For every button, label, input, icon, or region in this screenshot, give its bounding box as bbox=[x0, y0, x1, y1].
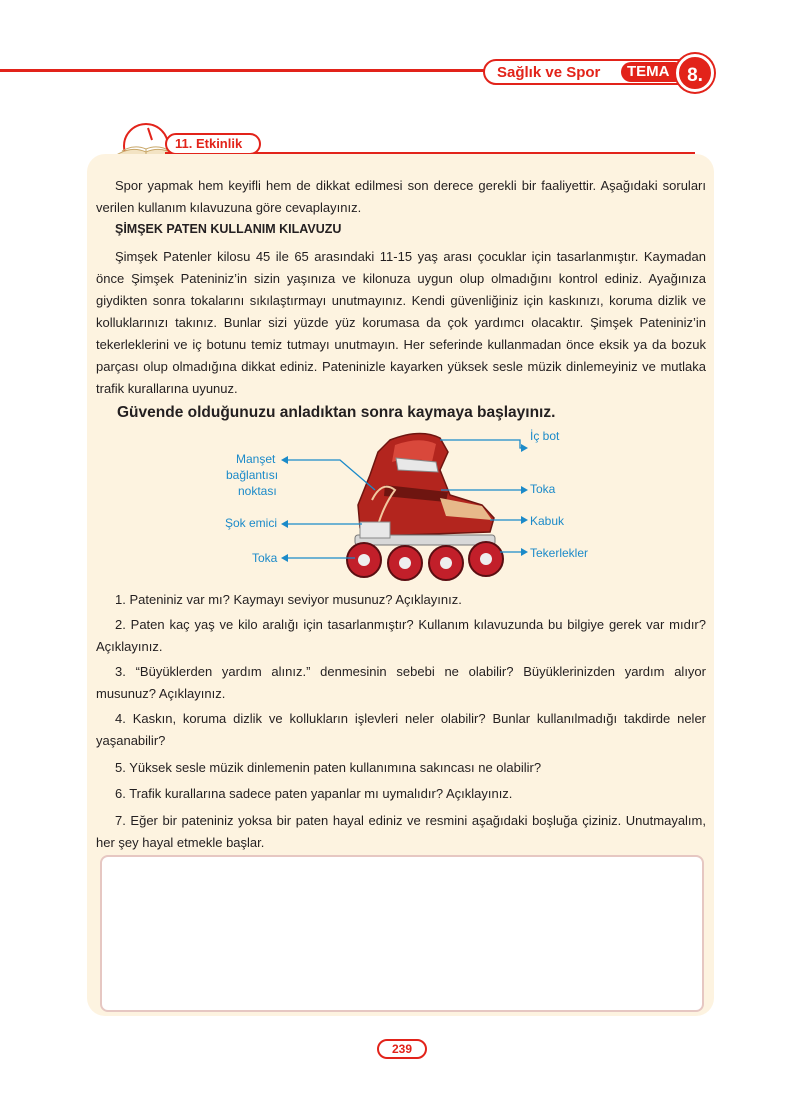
guide-paragraph: Şimşek Patenler kilosu 45 ile 65 arasındaki 11-15 yaş arası çocuklar için tasarlanmıştır. Kaymadan önce Şimşek Pateniniz’in sizin yaşınıza ve kilonuza uygun olup olmadığını kontrol ediniz. Ayağınıza giydikten sonra tokalarını sıkılaştırmayı unutmayınız. Kendi güvenliğiniz için kaskınızı, koruma dizlik ve kolluklarınızı takınız. Bunlar sizi yüzde yüz korumasa da çok yardımcı olacaktır. Şimşek Pateniniz’in tekerleklerini ve iç botunu temiz tutmayı unutmayın. Her seferinde kullanmadan önce eksik ya da bozuk parçası olup olmadığına dikkat ediniz. Pateninizle kayarken yüksek sesle müzik dinlemeyiniz ve mutlaka trafik kurallarına uyunuz. bbox=[96, 249, 706, 396]
label-sok-emici: Şok emici bbox=[225, 516, 278, 530]
question-7: 7. Eğer bir pateniniz yoksa bir paten hayal ediniz ve resmini aşağıdaki boşluğa çiziniz. Unutmayalım, her şey hayal etmekle başlar. bbox=[96, 813, 706, 850]
question-5: 5. Yüksek sesle müzik dinlemenin paten kullanımına sakıncası ne olabilir? bbox=[115, 760, 542, 775]
question-4: 4. Kaskın, koruma dizlik ve kollukların işlevleri neler olabilir? Bunlar kullanılmadığı takdirde neler yaşanabilir? bbox=[96, 711, 706, 748]
question-6: 6. Trafik kurallarına sadece paten yapanlar mı uymalıdır? Açıklayınız. bbox=[115, 786, 513, 801]
tema-tag: TEMA bbox=[621, 62, 685, 82]
activity-label: 11. Etkinlik bbox=[165, 133, 261, 155]
label-toka-right: Toka bbox=[530, 482, 556, 496]
tema-number: 8. bbox=[676, 54, 714, 92]
drawing-area[interactable] bbox=[100, 855, 704, 1012]
label-toka-left: Toka bbox=[252, 551, 278, 565]
question-1: 1. Pateniniz var mı? Kaymayı seviyor musunuz? Açıklayınız. bbox=[115, 592, 462, 607]
question-2: 2. Paten kaç yaş ve kilo aralığı için tasarlanmıştır? Kullanım kılavuzunda bu bilgiye gerek var mıdır? Açıklayınız. bbox=[96, 617, 706, 654]
page-number: 239 bbox=[377, 1039, 427, 1059]
skate-wheels bbox=[347, 542, 503, 580]
safety-title: Güvende olduğunuzu anladıktan sonra kaymaya başlayınız. bbox=[117, 404, 556, 421]
theme-title: Sağlık ve Spor bbox=[497, 64, 601, 81]
label-manset-3: noktası bbox=[238, 484, 277, 498]
label-kabuk: Kabuk bbox=[530, 514, 565, 528]
label-manset-2: bağlantısı bbox=[226, 468, 279, 482]
intro-paragraph: Spor yapmak hem keyifli hem de dikkat edilmesi son derece gerekli bir faaliyettir. Aşağıdaki soruları verilen kullanım kılavuzuna göre cevaplayınız. bbox=[96, 178, 706, 215]
skate-illustration bbox=[355, 433, 495, 545]
label-tekerlekler: Tekerlekler bbox=[530, 546, 589, 560]
label-manset-1: Manşet bbox=[236, 452, 276, 466]
guide-title: ŞİMŞEK PATEN KULLANIM KILAVUZU bbox=[115, 222, 342, 236]
label-ic-bot: İç bot bbox=[530, 429, 560, 443]
question-3: 3. “Büyüklerden yardım alınız.” denmesinin sebebi ne olabilir? Büyüklerinizden yardım alıyor musunuz? Açıklayınız. bbox=[96, 664, 706, 701]
